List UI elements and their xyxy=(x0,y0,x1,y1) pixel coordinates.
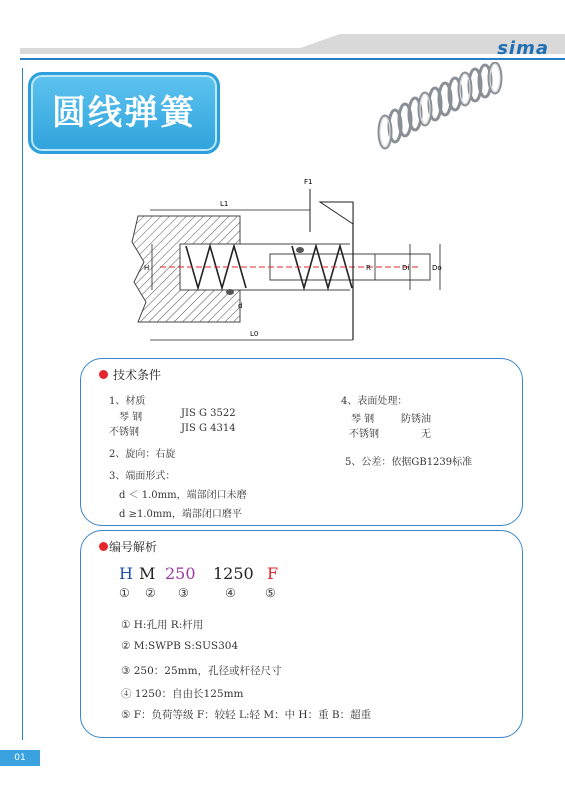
surface-title: 4、表面处理： xyxy=(341,396,408,407)
code-line: ② M:SWPB S:SUS304 xyxy=(121,640,239,652)
top-banner xyxy=(0,34,565,62)
bullet-icon xyxy=(99,542,108,551)
surface-name: 不锈钢 xyxy=(349,429,379,440)
page-title: 圆线弹簧 xyxy=(52,93,196,133)
bullet-icon xyxy=(99,370,108,379)
code-line: ④ 1250：自由长125mm xyxy=(121,688,244,700)
label-l1: L1 xyxy=(220,200,229,208)
code-line: ③ 250：25mm，孔径或杆径尺寸 xyxy=(121,665,282,677)
page-number: 01 xyxy=(0,750,40,766)
title-badge xyxy=(28,72,220,154)
end-row: d ＜ 1.0mm，端部闭口未磨 xyxy=(119,490,247,501)
surface-value: 无 xyxy=(421,429,431,440)
code-marker: ① xyxy=(119,586,130,600)
code-part-f: F xyxy=(267,564,279,583)
spring-photo xyxy=(365,62,513,154)
code-part-250: 250 xyxy=(165,564,196,583)
label-di: Di xyxy=(402,264,410,272)
code-marker: ④ xyxy=(225,586,236,600)
end-row: d ≥1.0mm，端部闭口磨平 xyxy=(119,509,242,520)
spring-diagram xyxy=(120,172,460,352)
code-part-h: H xyxy=(119,564,133,583)
material-name: 不锈钢 xyxy=(109,427,139,438)
label-do: Do xyxy=(432,264,442,272)
tolerance-text: 5、公差：依据GB1239标准 xyxy=(345,457,473,468)
label-l0: L0 xyxy=(250,330,259,338)
code-marker: ⑤ xyxy=(265,586,276,600)
material-name: 琴 钢 xyxy=(119,412,143,423)
material-title: 1、材质 xyxy=(109,396,146,407)
label-r: R xyxy=(366,264,371,272)
code-marker: ② xyxy=(145,586,156,600)
code-part-m: M xyxy=(139,564,156,583)
tech-heading: 技术条件 xyxy=(113,368,162,382)
brand-logo: sima xyxy=(497,38,549,59)
material-std: JIS G 3522 xyxy=(181,408,236,419)
surface-name: 琴 钢 xyxy=(351,414,375,425)
label-f1: F1 xyxy=(304,178,313,186)
material-std: JIS G 4314 xyxy=(181,423,236,434)
code-heading: 编号解析 xyxy=(109,540,158,554)
code-line: ① H:孔用 R:杆用 xyxy=(121,619,204,631)
rotation-text: 2、旋向：右旋 xyxy=(109,449,176,460)
code-marker: ③ xyxy=(178,586,189,600)
tech-conditions-panel xyxy=(80,358,523,526)
code-part-1250: 1250 xyxy=(213,564,254,583)
surface-value: 防锈油 xyxy=(401,414,431,425)
end-title: 3、端面形式： xyxy=(109,471,176,482)
code-analysis-panel xyxy=(80,530,523,738)
code-line: ⑤ F：负荷等级 F：较轻 L:轻 M：中 H：重 B：超重 xyxy=(121,709,372,721)
label-d: d xyxy=(238,302,243,310)
left-rule xyxy=(22,68,23,740)
label-h: H xyxy=(144,264,150,272)
